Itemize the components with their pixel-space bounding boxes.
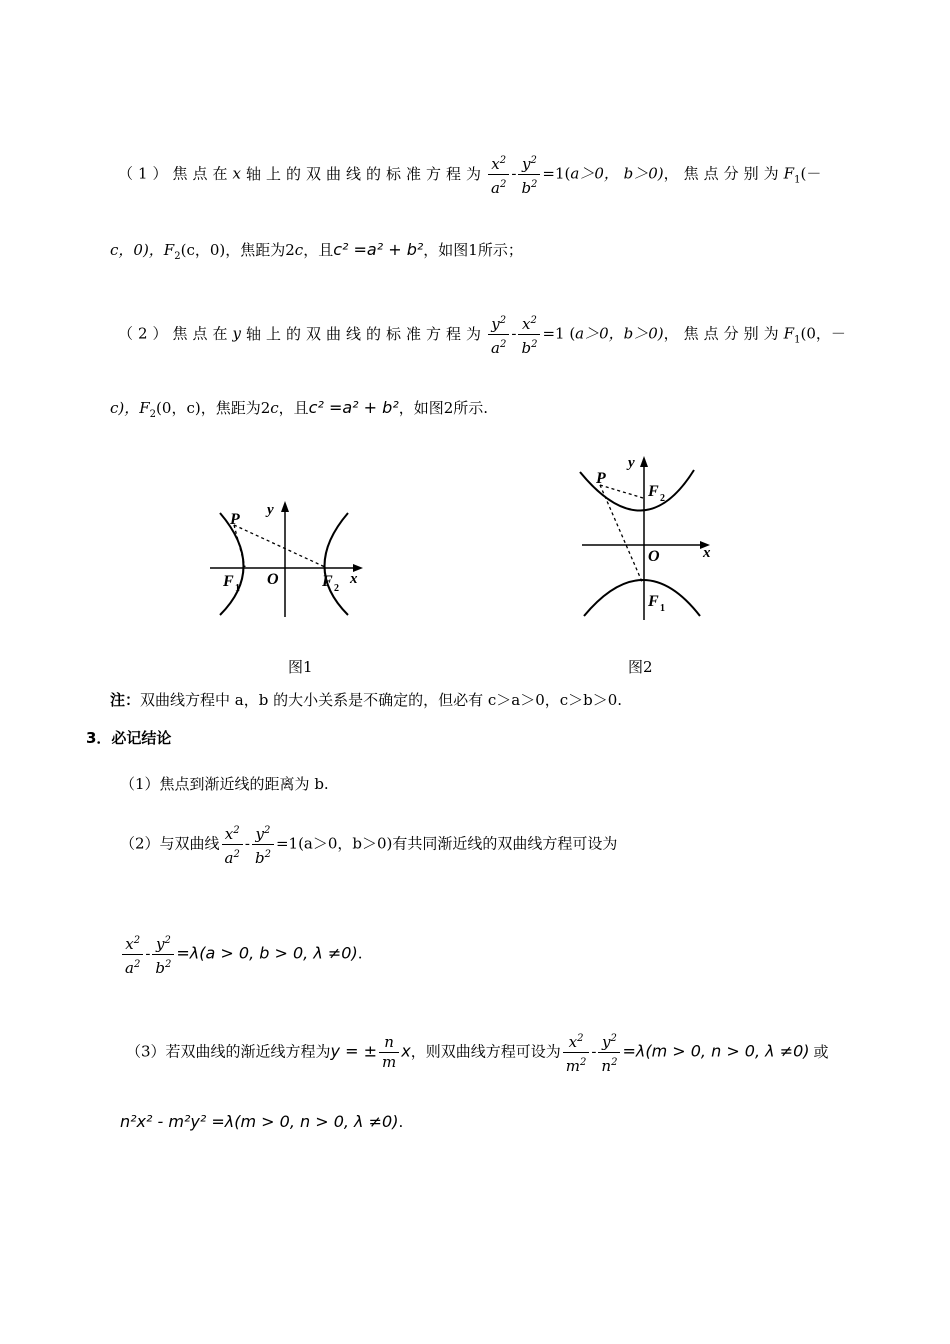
label-x: x <box>350 571 358 587</box>
frac-x2-a2: $\frac{x^2}{a^2}$ <box>488 152 509 197</box>
label-o: O <box>648 548 660 565</box>
figure-2-caption: 图2 <box>628 658 653 676</box>
p2-line1: （2）焦点在y 轴上的双曲线的标准方程为 $\frac{y^2}{a^2}$ - $\frac{x^2}{b^2}$ =1 (a＞0，b＞0)，焦点分别为$F_1(0$，－ <box>118 312 846 357</box>
pf1-dashed <box>600 485 643 584</box>
relation-c-a-b: c² =a² + b² <box>308 398 399 417</box>
label-y: y <box>628 455 635 471</box>
conclusion-3-formula: n²x² - m²y² =λ(m > 0, n > 0, λ ≠0). <box>120 1112 404 1131</box>
conclusion-2: （2）与双曲线 $\frac{x^2}{a^2}$ - $\frac{y^2}{b^2}$ =1(a＞0，b＞0)有共同渐近线的双曲线方程可设为 <box>120 822 617 867</box>
pf2-dashed <box>234 525 325 567</box>
note: 注：双曲线方程中 a，b 的大小关系是不确定的，但必有 c＞a＞0，c＞b＞0. <box>110 691 623 709</box>
pf2-dashed <box>600 485 643 498</box>
svg-text:1: 1 <box>660 603 665 614</box>
label-x: x <box>703 545 711 561</box>
p1-line1: （1）焦点在x 轴上的双曲线的标准方程为 $\frac{x^2}{a^2}$ - $\frac{y^2}{b^2}$ =1(a＞0， b＞0)，焦点分别为$F_1(-$ <box>118 152 821 197</box>
frac-n-m: $\frac{n}{m}$ <box>379 1034 399 1071</box>
frac-y2-b2: $\frac{y^2}{b^2}$ <box>152 932 174 977</box>
label-f1: F <box>223 573 234 590</box>
label-f2: F <box>322 573 333 590</box>
frac-y2-b2: $\frac{y^2}{b^2}$ <box>518 152 540 197</box>
frac-x2-a2: $\frac{x^2}{a^2}$ <box>122 932 143 977</box>
relation-c-a-b: c² =a² + b² <box>333 240 424 259</box>
frac-y2-b2: $\frac{y^2}{b^2}$ <box>252 822 274 867</box>
p1-line2: c，0)，$F_2(c$，0)，焦距为2c，且c² =a² + b²，如图1所示； <box>110 240 523 262</box>
label-f2: F <box>648 483 659 500</box>
svg-text:2: 2 <box>660 493 665 504</box>
figure-2-hyperbola-y-axis <box>578 450 728 622</box>
y-axis-arrow <box>640 456 648 467</box>
figure-1-hyperbola-x-axis <box>205 495 370 625</box>
frac-y2-a2: $\frac{y^2}{a^2}$ <box>488 312 509 357</box>
conclusion-1: （1）焦点到渐近线的距离为 b. <box>120 775 329 793</box>
frac-x2-a2: $\frac{x^2}{a^2}$ <box>222 822 243 867</box>
label-y: y <box>267 502 274 518</box>
label-f1: F <box>648 593 659 610</box>
label-p: P <box>596 470 606 487</box>
conclusion-2-formula: $\frac{x^2}{a^2}$ - $\frac{y^2}{b^2}$ =λ(a > 0, b > 0, λ ≠0). <box>120 932 363 977</box>
conclusion-3: （3）若双曲线的渐近线方程为y = ± $\frac{n}{m}$ x，则双曲线方程可设为 $\frac{x^2}{m^2}$ - $\frac{y^2}{n^2}$ =λ(m > 0, n > 0, λ ≠0) 或 <box>126 1030 829 1075</box>
var-y: y <box>232 324 242 343</box>
section-3-title: 3．必记结论 <box>86 729 172 747</box>
frac-x2-m2: $\frac{x^2}{m^2}$ <box>563 1030 590 1075</box>
p2-line2: c)，$F_2(0$，c)，焦距为2c，且c² =a² + b²，如图2所示. <box>110 398 489 420</box>
frac-y2-n2: $\frac{y^2}{n^2}$ <box>598 1030 620 1075</box>
figure-1-caption: 图1 <box>288 658 313 676</box>
y-axis-arrow <box>281 501 289 512</box>
label-p: P <box>230 511 240 528</box>
svg-text:1: 1 <box>235 583 240 594</box>
lower-branch <box>584 580 700 616</box>
right-branch <box>325 513 349 615</box>
frac-x2-b2: $\frac{x^2}{b^2}$ <box>518 312 540 357</box>
label-o: O <box>267 571 279 588</box>
svg-text:2: 2 <box>334 583 339 594</box>
var-x: x <box>232 164 242 183</box>
